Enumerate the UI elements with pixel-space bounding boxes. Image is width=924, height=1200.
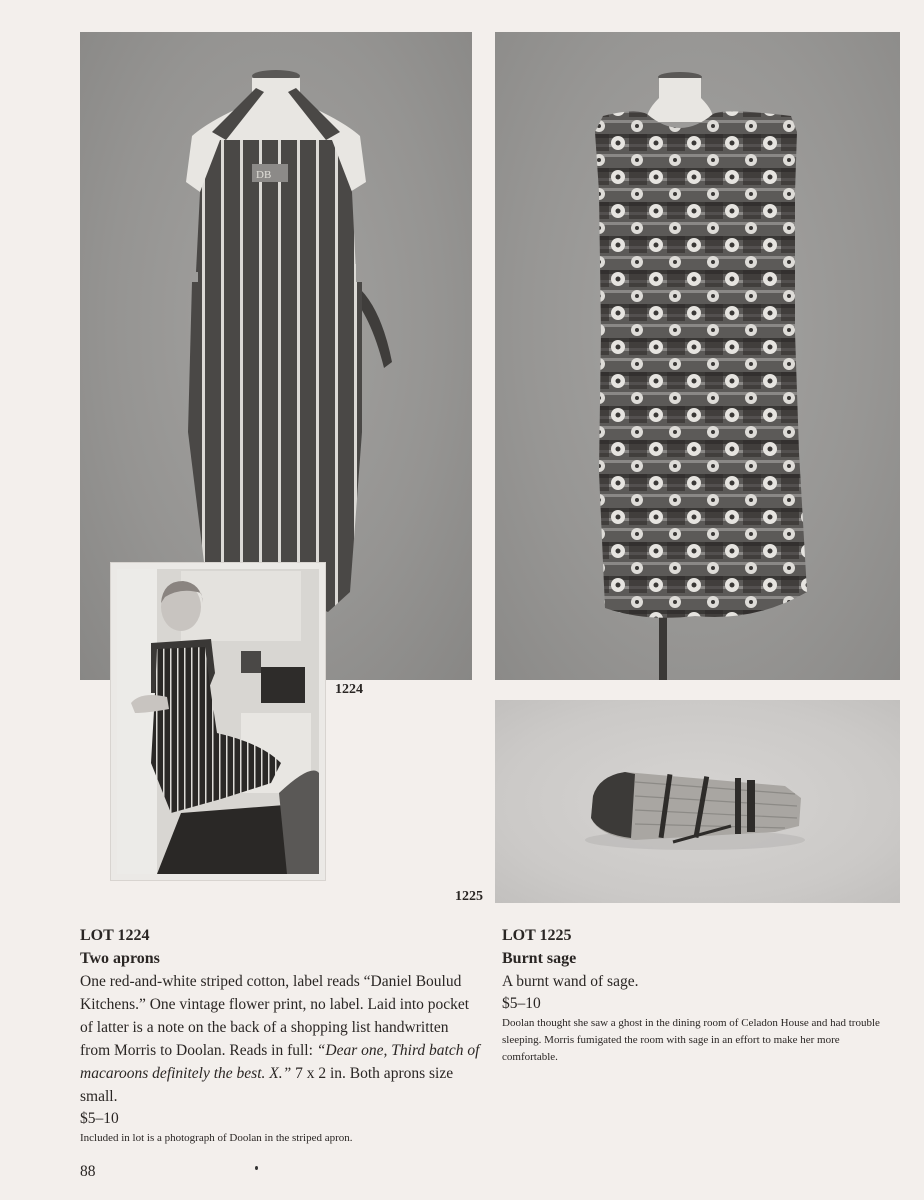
lot-1225-entry	[502, 925, 902, 1066]
photo-doolan-snapshot	[110, 562, 326, 881]
lot-1224-entry	[80, 925, 480, 1147]
apron-label-text: DB	[256, 169, 272, 181]
lot-description-text: One red-and-white striped cotton, label reads “Daniel Boulud Kitchens.” One vintage flower print, no label. Laid into pocket of latter is a note on the back of a shopping list handwritten from Morris to Doolan. Reads in full:	[80, 973, 470, 1059]
lot-description: A burnt wand of sage.	[502, 973, 639, 990]
lot-estimate-price: $5–10	[502, 995, 541, 1012]
lot-estimate-price: $5–10	[80, 1110, 119, 1127]
lot-id: LOT 1224	[80, 927, 150, 944]
lot-description-quote: “Dear one, Third batch of macaroons definitely the best. X.”	[80, 1042, 480, 1082]
page-number: 88	[80, 1163, 96, 1180]
sage-bundle-illustration	[495, 700, 900, 903]
flower-apron-illustration	[495, 32, 900, 680]
lot-note: Included in lot is a photograph of Doolan in the striped apron.	[80, 1132, 353, 1144]
lot-id: LOT 1225	[502, 927, 572, 944]
lot-description-text-end: 7 x 2 in. Both aprons size small.	[80, 1065, 454, 1105]
photo-lot-1225-burnt-sage	[495, 700, 900, 903]
lot-note: Doolan thought she saw a ghost in the dining room of Celadon House and had trouble sleeping. Morris fumigated the room with sage in an effort to make her more comfortable.	[502, 1017, 880, 1063]
doolan-snapshot-illustration	[111, 563, 325, 880]
lot-description	[80, 970, 480, 1108]
lot-title: Burnt sage	[502, 950, 577, 967]
photo-lot-1224-flower-apron	[495, 32, 900, 680]
photo-caption-number-1224: 1224	[335, 682, 363, 697]
photo-caption-number-1225: 1225	[455, 889, 483, 904]
lot-title: Two aprons	[80, 950, 160, 967]
scan-speck	[255, 1166, 258, 1170]
